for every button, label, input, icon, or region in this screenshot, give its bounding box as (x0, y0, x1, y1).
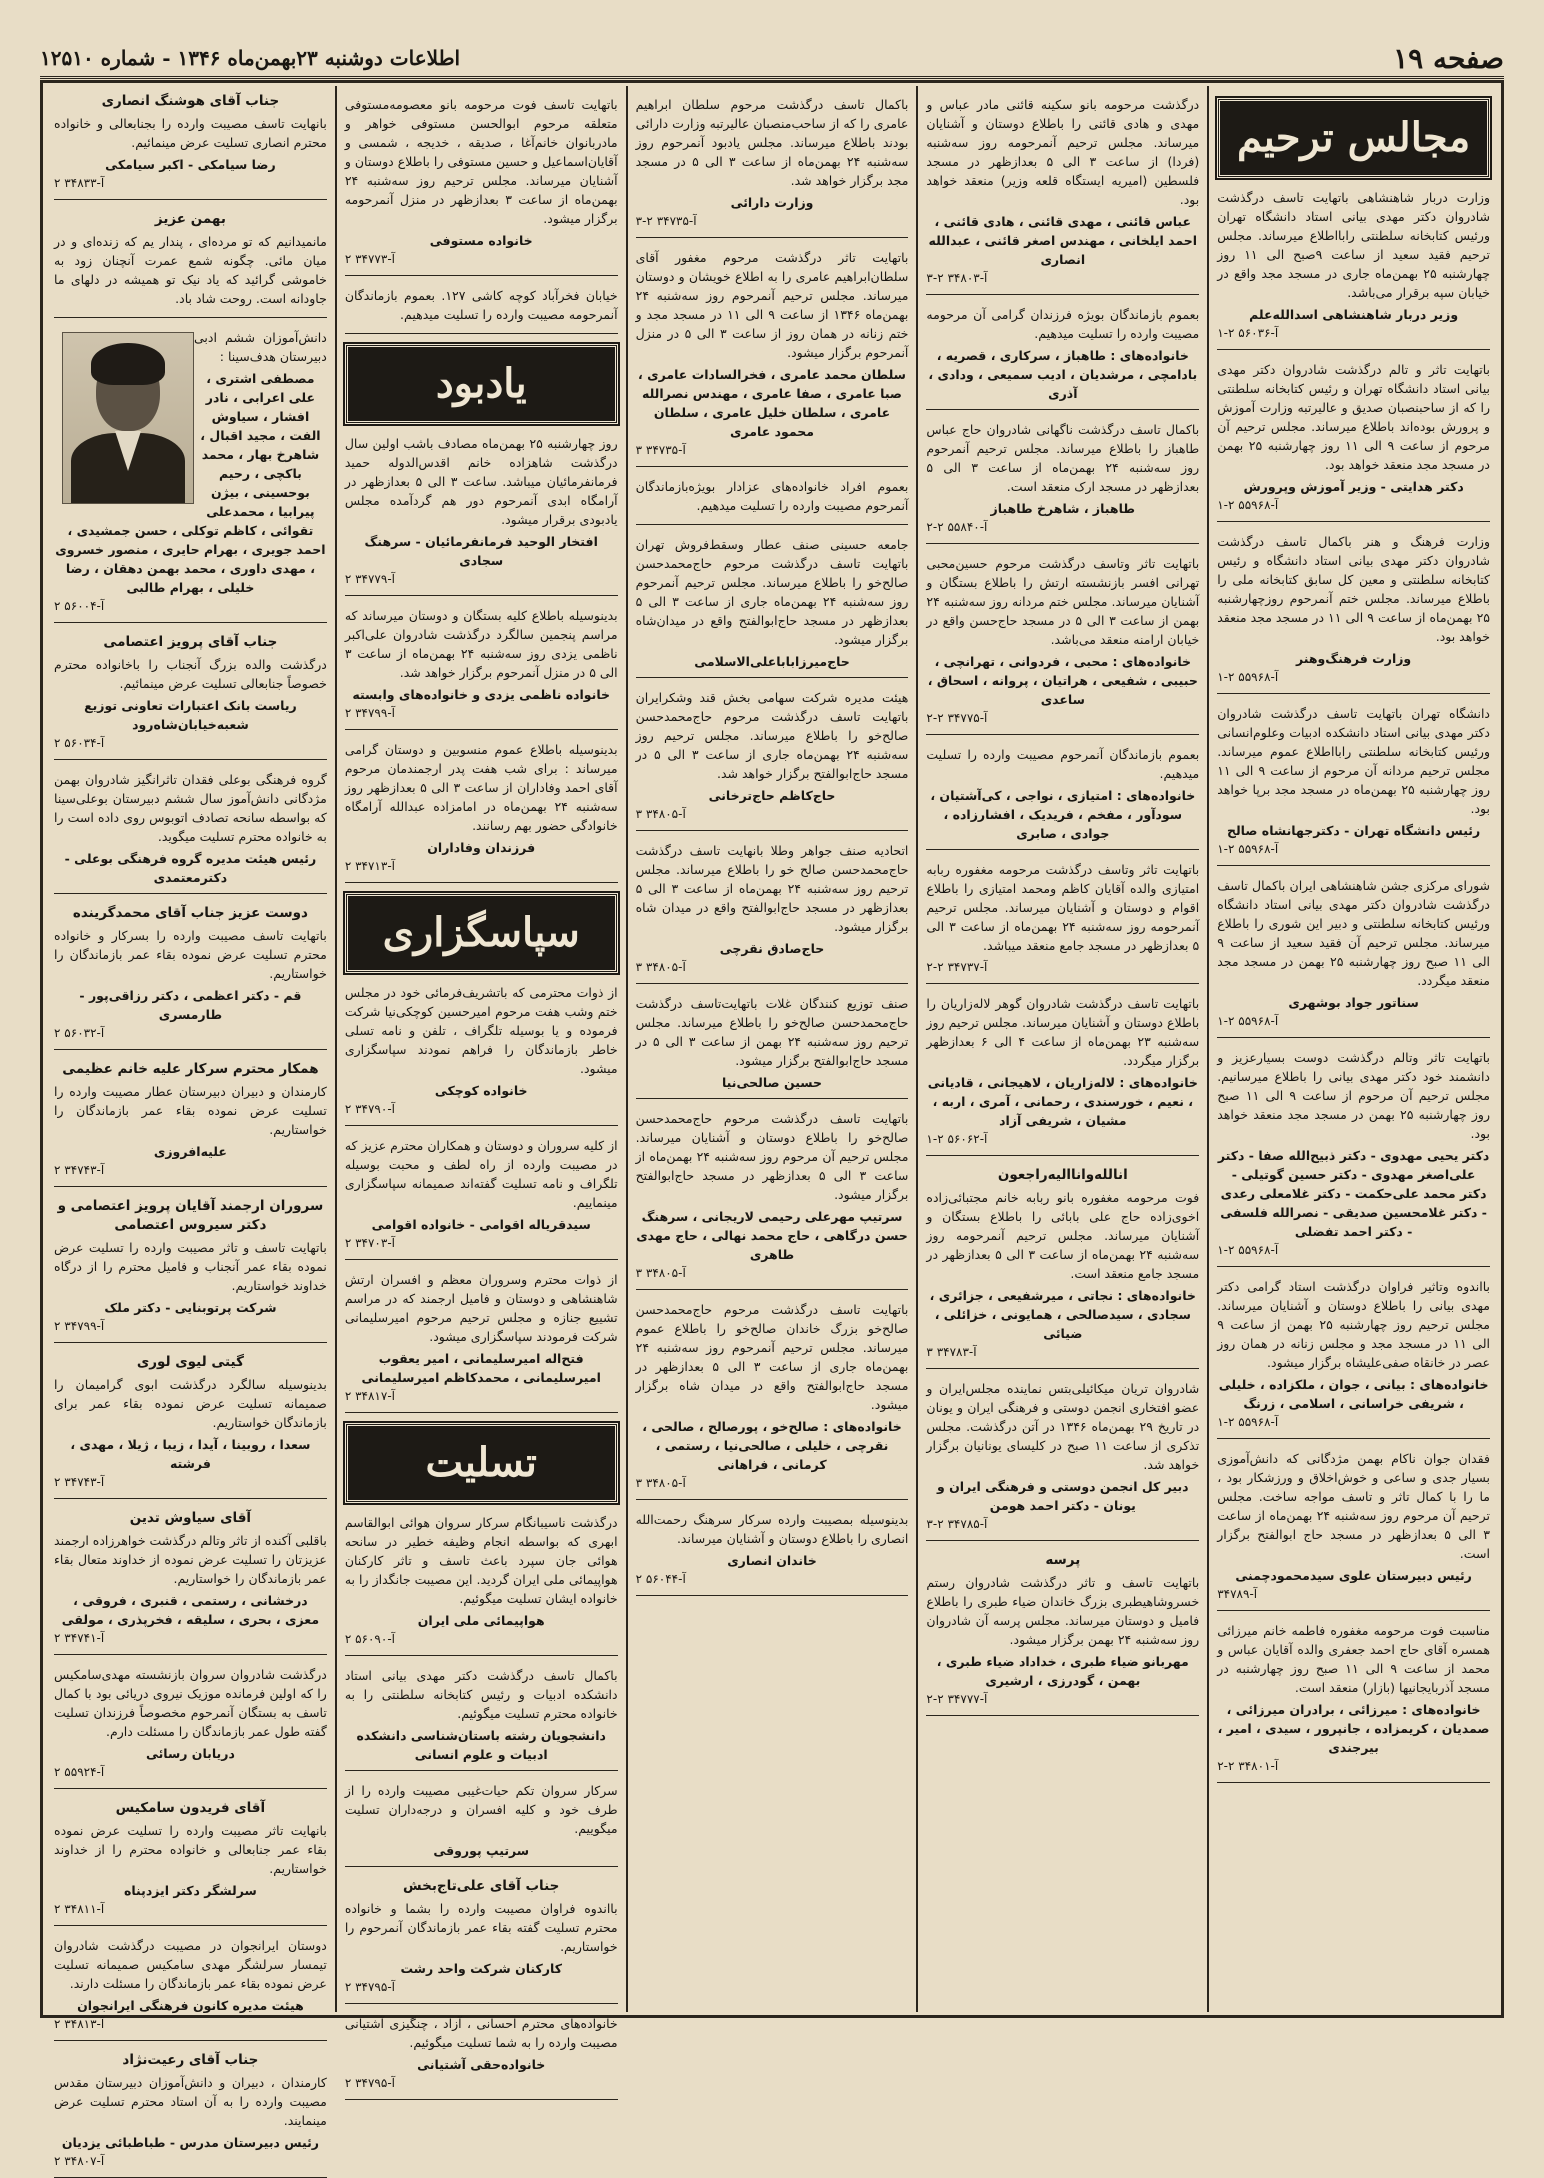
notice (926, 95, 1199, 295)
notice-code: آ-۳۴۸۱۷ ۲ (344, 1389, 395, 1403)
notice-body: روز چهارشنبه ۲۵ بهمن‌ماه مصادف باشب اولین سال درگذشت شاهزاده خانم اقدس‌الدوله حمید فرمانفرمائیان میباشد. ساعت ۳ الی ۵ بعدازظهر در آرامگاه ابدی آنمرحوم دور هم گردآمده مجلس یادبودی برقرار میشود. (344, 436, 618, 527)
notice (54, 92, 327, 200)
banner-yadbood: یادبود (345, 344, 618, 424)
notice-signature: قم - دکتر اعظمی ، دکتر رزاقی‌پور - طارمسری (79, 988, 302, 1022)
notice-signature: خانواده‌های : طاهباز ، سرکاری ، قصریه ، بادامچی ، مرشدیان ، ادیب سمیعی ، ودادی ، آذری (928, 348, 1198, 401)
notice-code: آ-۳۴۸۰۵ ۳ (635, 1266, 686, 1280)
notice (1217, 876, 1490, 1038)
notice-title: جناب آقای رعیت‌نژاد (122, 2052, 259, 2068)
notice-body: باتهایت تاسف و تاثر مصیبت وارده را تسلیت عرض نموده بقاء عمر آنجناب و فامیل محترم را از درگاه خداوند خواستاریم. (54, 1240, 327, 1293)
notice-code: آ-۳۴۷۹۹ ۲ (344, 706, 395, 720)
notice-title: جناب آقای هوشنگ انصاری (101, 93, 280, 109)
notice-code: آ-۳۴۷۸۵ ۲-۳ (926, 1517, 988, 1531)
notice-body: باتهایت تاثر درگذشت مرحوم مغفور آقای سلطان‌ابراهیم عامری را به اطلاع خویشان و دوستان میرساند. مجلس ترحیم آنمرحوم روز سه‌شنبه ۲۴ بهمن‌ماه ۱۳۴۶ از ساعت ۹ الی ۱۱ در مسجد مجد و ختم زنانه در همان روز از ساعت ۳ الی ۵ در منزل آنمرحوم برگزار میشود. (635, 250, 909, 360)
notice (636, 95, 909, 238)
notice (54, 1353, 327, 1499)
notice (1217, 704, 1490, 866)
notice-code: آ-۳۴۷۳۵ ۲-۳ (635, 214, 697, 228)
notice (636, 1300, 909, 1500)
column-4 (335, 86, 626, 2090)
notice-body: بانهایت تاثر مصیبت وارده را تسلیت عرض نموده بقاء عمر جنابعالی و خانواده محترم را از خداوند خواستاریم. (54, 1823, 327, 1876)
notice (926, 1166, 1199, 1369)
notice-signature: دکتر یحیی مهدوی - دکتر ذبیح‌الله صفا - دکتر علی‌اصغر مهدوی - دکتر حسین گوتیلی - دکتر محمد علی‌حکمت - دکتر غلامعلی رعدی - دکتر غلامحسین صدیقی - نصرالله فلسفی - دکتر احمد تفضلی (1217, 1148, 1490, 1239)
banner-tarhim: مجالس ترحیم (1217, 98, 1490, 178)
notice (54, 633, 327, 760)
notice-code: آ-۳۴۷۴۳ ۲ (54, 1163, 105, 1177)
notice (1217, 1277, 1490, 1439)
notice-code: آ-۳۴۷۸۳ ۳ (926, 1345, 977, 1359)
notice-code: آ-۵۵۹۲۴ ۲ (54, 1765, 105, 1779)
notice-signature: سناتور جواد بوشهری (1288, 995, 1419, 1010)
notice-body: بعموم بازماندگان بویژه فرزندان گرامی آن مرحومه مصیبت وارده را تسلیت میدهیم. (926, 307, 1200, 341)
notice-code: آ-۵۶۰۰۴ ۲ (54, 599, 105, 613)
notice-body: باتهایت تاسف و تاثر درگذشت شادروان رستم خسروشاهیطبری بزرگ خاندان ضیاء طبری را باطلاع فامیل و دوستان میرساند. مجلس پرسه آن شادروان روز سه‌شنبه ۲۴ بهمن برگزار میشود. (926, 1575, 1200, 1647)
notice-signature: سرلشگر دکتر ایزدپناه (123, 1883, 257, 1898)
notice (926, 860, 1199, 984)
notice (54, 770, 327, 894)
notice-body: باتهایت تاسف درگذشت شادروان گوهر لاله‌زاریان را باطلاع دوستان و آشنایان میرساند. مجلس ترحیم روز سه‌شنبه ۲۳ بهمن‌ماه از ساعت ۴ الی ۶ بعدازظهر برگزار میگردد. (926, 996, 1200, 1068)
notice (1217, 188, 1490, 350)
notice-signature: ریاست بانک اعتبارات تعاونی توزیع شعبه‌خیابان‌شاه‌رود (84, 698, 297, 732)
notice-body: درگذشت مرحومه بانو سکینه قائنی مادر عباس و مهدی و هادی قائنی را باطلاع دوستان و آشنایان میرساند. مجلس ترحیم آنمرحومه روز سه‌شنبه (فردا) از ساعت ۳ الی ۵ بعدازظهر در مسجد فلسطین (امیریه ایستگاه قلعه وزیر) منعقد خواهد بود. (926, 97, 1200, 207)
notice-code: آ-۳۴۸۰۵ ۳ (635, 807, 686, 821)
notice-body: شورای مرکزی جشن شاهنشاهی ایران باکمال تاسف درگذشت شادروان دکتر مهدی بیانی استاد دانشگاه ورئیس کتابخانه سلطنتی و دبیر این شوری را باطلاع میرساند. مجلس ترحیم آن فقید سعید از ساعت ۹ الی ۱۱ صبح روز چهارشنبه ۲۵ بهمن در مسجد مجد منعقد میگردد. (1217, 878, 1490, 988)
notice-code: آ-۳۴۷۳۷ ۲-۲ (926, 960, 988, 974)
notice-code: آ-۳۴۷۷۹ ۲ (344, 572, 395, 586)
notice (54, 1060, 327, 1187)
notice-title: آقای سیاوش تدین (129, 1510, 252, 1526)
column-3-notices (636, 95, 909, 1596)
notice-body: بدینوسیله بمصیبت وارده سرکار سرهنگ رحمت‌الله انصاری را باطلاع دوستان و آشنایان میرساند. (635, 1512, 909, 1546)
notice-body: کارمندان ، دبیران و دانش‌آموزان دبیرستان مقدس مصیبت وارده را به آن استاد محترم تسلیت عرض مینمایند. (54, 2075, 327, 2128)
notice (1217, 1621, 1490, 1783)
column-1 (1207, 86, 1498, 2012)
notice (1217, 1449, 1490, 1611)
notice-code: آ-۳۴۷۹۵ ۲ (344, 2076, 395, 2090)
notice-signature: خانواده‌های : امتیازی ، نواجی ، کی‌آشتیان ، سودآور ، مفخم ، فریدیک ، افشارزاده ، جوادی ، صابری (930, 788, 1196, 841)
notice-code: آ-۵۵۹۶۸ ۲-۱ (1217, 498, 1279, 512)
column-1-notices (1217, 188, 1490, 1783)
notice-signature: خانواده مستوفی (429, 233, 533, 248)
notice-code: آ-۳۴۸۳۳ ۲ (54, 176, 105, 190)
notice (636, 688, 909, 831)
notice (345, 2014, 618, 2100)
notice-signature: رئیس هیئت مدیره گروه فرهنگی بوعلی - دکترمعتمدی (64, 851, 317, 885)
notice-body: کارمندان و دبیران دبیرستان عطار مصیبت وارده را تسلیت عرض نموده بقاء عمر بازماندگان را خواستاریم. (54, 1084, 327, 1137)
notice-title: سروران ارجمند آقایان پرویز اعتصامی و دکتر سیروس اعتصامی (57, 1198, 324, 1233)
notice-signature: طاهباز ، شاهرخ طاهباز (990, 501, 1136, 516)
notice (345, 434, 618, 596)
notice-body: باتهایت تاسف مصیبت وارده را بسرکار و خانواده محترم تسلیت عرض نموده بقاء عمر بازماندگان را خواستاریم. (54, 928, 327, 981)
notice-code: آ-۵۶۰۳۶ ۲-۱ (1217, 326, 1279, 340)
notice-body: باکمال تاسف درگذشت دکتر مهدی بیانی استاد دانشکده ادبیات و رئیس کتابخانه سلطنتی را به خانواده محترم تسلیت میگوئیم. (344, 1668, 618, 1721)
notice-body: دانشگاه تهران باتهایت تاسف درگذشت شادروان دکتر مهدی بیانی استاد دانشکده ادبیات وعلوم‌انسانی ورئیس کتابخانه سلطنتی رابااطلاع عموم میرساند. مجلس ترحیم مردانه آن مرحوم از ساعت ۹ الی ۱۱ روز چهارشنبه ۲۵ بهمن‌ماه در مسجد مجد برپا خواهد بود. (1217, 706, 1490, 816)
notice (1217, 1048, 1490, 1267)
notice-code: آ-۳۴۸۰۱ ۲-۲ (1217, 1759, 1279, 1773)
notice (54, 1197, 327, 1343)
notice-title: همکار محترم سرکار علیه خانم عظیمی (62, 1061, 319, 1077)
notice-signature: خانواده‌های : میرزائی ، برادران میرزائی ، صمدیان ، کریمزاده ، جانپرور ، سیدی ، امیر ، بیرجندی (1217, 1702, 1490, 1755)
notice-body: مانمیدانیم که تو مرده‌ای ، پندار یم که زنده‌ای و در میان مائی. چگونه شمع عمرت آنچنان زود به خاموشی گرائید که یاد نیک تو همیشه در دلهای ما جاودانه است. روحت شاد باد. (54, 234, 327, 306)
notice-body: درگذشت ناسیبانگام سرکار سروان هوائی ابوالقاسم ابهری که بواسطه انجام وظیفه خطیر در سانحه هوائی جان سپرد باعث تاسف و تاثر کارکنان هواپیمائی ملی ایران گردید. این مصیبت جانگداز را به خانواده ایشان تسلیت میگوئیم. (344, 1515, 618, 1606)
notice-code: آ-۵۵۹۶۸ ۲-۱ (1217, 1243, 1279, 1257)
notice-signature: خانواده‌های : صالح‌خو ، پورصالح ، صالحی ، نقرچی ، خلیلی ، صالحی‌نیا ، رستمی ، کرمانی ، فراهانی (642, 1419, 902, 1472)
notice-signature: فرزندان وفاداران (427, 840, 536, 855)
column-5-notices-rest (54, 328, 327, 2178)
notice-code: آ-۵۵۸۴۰ ۲-۲ (926, 520, 988, 534)
notice (636, 994, 909, 1099)
notice-signature: سلطان محمد عامری ، فخرالسادات عامری ، صبا عامری ، صفا عامری ، مهندس نصرالله عامری ، سلطان خلیل عامری ، سلطان محمود عامری (638, 367, 906, 439)
notice-signature: خانواده‌حقی آشتیانی (417, 2057, 546, 2072)
notice-code: آ-۵۶۰۹۰ ۲ (344, 1632, 395, 1646)
column-4-notices-tasliyat (345, 1513, 618, 2100)
notice-signature: دریابان رسائی (145, 1746, 235, 1761)
notice (926, 554, 1199, 735)
notice-body: فقدان جوان ناکام بهمن مژدگانی که دانش‌آموزی بسیار جدی و ساعی و خوش‌اخلاق و ورزشکار بود ، ما را با کمال تاثر و تاسف مواجه ساخت. مجلس ترحیم آن مرحوم روز سه‌شنبه ۲۴ بهمن‌ماه از ساعت ۳ الی ۵ بعدازظهر در مسجد حاج ابوالفتح برگزار است. (1217, 1451, 1491, 1561)
notice-signature: مهربانو ضیاء طبری ، خداداد ضیاء طبری ، بهمن ، گودرزی ، ارشیری (936, 1654, 1189, 1688)
notice-body: بانهایت تاسف مصیبت وارده را بجنابعالی و خانواده محترم انصاری تسلیت عرض مینمائیم. (54, 116, 327, 150)
notice (54, 904, 327, 1050)
notice-code: آ-۳۴۷۹۵ ۲ (344, 1980, 395, 1994)
notice-code: آ-۳۴۸۰۵ ۳ (635, 1476, 686, 1490)
notice (1217, 532, 1490, 694)
columns (46, 86, 1498, 2168)
notice-signature: کارکنان شرکت واحد رشت (400, 1961, 562, 1976)
notice (345, 286, 618, 334)
banner-sepasgozari: سپاسگزاری (345, 893, 618, 973)
notice-body: سرکار سروان تکم حیات‌غیبی مصیبت وارده را از طرف خود و کلیه افسران و درجه‌داران تسلیت میگوییم. (344, 1783, 618, 1836)
notice-body: درگذشت شادروان سروان بازنشسته مهدی‌سامکیس را که اولین فرمانده موزیک نیروی دریائی بود با کمال تاسف به بستگان آنمرحوم مخصوصاً فرزندان تسلیت گفته طول عمر بازماندگان را مسئلت دارم. (54, 1667, 327, 1739)
notice-title: انالله‌وانا‌الیه‌راجعون (997, 1167, 1128, 1183)
column-2 (916, 86, 1207, 2012)
notice-title: جناب آقای پرویز اعتصامی (103, 634, 278, 650)
notice-signature: سعدا ، روبینا ، آیدا ، زیبا ، ژیلا ، مهدی ، فرشته (70, 1437, 311, 1471)
notice (345, 1781, 618, 1867)
notice-signature: رئیس دبیرستان مدرس - طباطبائی یزدیان (61, 2135, 319, 2150)
notice (54, 2051, 327, 2178)
notice-body: باکمال تاسف درگذشت مرحوم سلطان ابراهیم عامری را که از ساحب‌منصبان عالیرتبه وزارت دارائی بودند باطلاع میرساند. مجلس یادبود آنمرحوم روز سه‌شنبه ۲۴ بهمن‌ماه از ساعت ۳ الی ۵ در مسجد مجد برگزار خواهد شد. (635, 97, 909, 188)
notice (54, 210, 327, 318)
notice (345, 983, 618, 1126)
notice-signature: دبیر کل انجمن دوستی و فرهنگی ایران و یونان - دکتر احمد هومن (936, 1479, 1189, 1513)
notice-body: فوت مرحومه مغفوره بانو ربابه خانم مجتبائی‌زاده اخوی‌زاده حاج علی بابائی را باطلاع بستگان و آشنایان میرساند. مجلس ترحیم آنمرحومه روز سه‌شنبه ۲۴ بهمن‌ماه از ساعت ۳ الی ۵ بعدازظهر در مسجد جامع منعقد است. (926, 1190, 1200, 1281)
notice-signature: شرکت پرتوبنایی - دکتر ملک (104, 1300, 277, 1315)
notice (345, 606, 618, 730)
column-4-notices-sepas (345, 983, 618, 1413)
notice-body: باتهایت تاثر وتاسف درگذشت مرحوم حسین‌محبی تهرانی افسر بازنشسته ارتش را باطلاع بستگان و آشنایان میرساند. مجلس ختم مردانه روز سه‌شنبه ۲۴ بهمن از ساعت ۳ الی ۵ در مسجد حاج‌حسن واقع در خیابان ارامنه منعقد می‌باشد. (926, 556, 1200, 647)
notice-body: بااندوه فراوان مصیبت وارده را بشما و خانواده محترم تسلیت گفته بقاء عمر بازماندگان آنمرحوم را خواستاریم. (344, 1901, 618, 1954)
notice (345, 95, 618, 276)
notice-title: آقای فریدون سامکیس (115, 1800, 266, 1816)
notice-signature: وزارت فرهنگ‌وهنر (1295, 651, 1412, 666)
notice-body: جامعه حسینی صنف عطار وسقط‌فروش تهران باتهایت تاسف درگذشت مرحوم حاج‌محمدحسن صالح‌خو را باطلاع میرساند. مجلس ترحیم آنمرحوم روز سه‌شنبه ۲۴ بهمن‌ماه جاری از ساعت ۳ الی ۵ بعدازظهر در مسجد حاج‌ابوالفتح واقع در میدان‌شاه برگزار میشود. (635, 537, 909, 647)
notice-code: آ-۵۶۰۳۴ ۲ (54, 736, 105, 750)
notice-body: باتهایت تاثر وتاسف درگذشت مرحومه مغفوره ربابه امتیازی والده آقایان کاظم ومحمد امتیازی را باطلاع اقوام و دوستان و آشنایان میرساند. مجلس ترحیم آنمرحومه روز سه‌شنبه ۲۴ بهمن‌ماه از ساعت ۳ الی ۵ بعدازظهر در مسجد جامع منعقد میباشد. (926, 862, 1200, 953)
notice-body: باکمال تاسف درگذشت ناگهانی شادروان حاج عباس طاهباز را باطلاع میرساند. مجلس ترحیم آنمرحوم روز سه‌شنبه ۲۴ بهمن‌ماه از ساعت ۳ الی ۵ بعدازظهر در مسجد ارک منعقد است. (926, 422, 1200, 494)
portrait-photo (62, 332, 194, 504)
notice (926, 1379, 1199, 1541)
notice (636, 477, 909, 525)
notice-body: دانش‌آموزان ششم ادبی دبیرستان هدف‌سینا : (194, 330, 327, 364)
notice-title: بهمن عزیز (154, 211, 226, 227)
notice-body: از ذوات محترم وسروران معظم و افسران ارتش شاهنشاهی و دوستان و فامیل ارجمند که در مراسم تشییع جنازه و مجلس ترحیم مرحوم امیرسلیمانی شرکت فرمودند سپاسگزاری میشود. (344, 1272, 618, 1344)
notice-code: آ-۳۴۷۰۳ ۲ (344, 1236, 395, 1250)
notice-code: آ-۳۴۸۱۱ ۲ (54, 1902, 105, 1916)
notice-body: گروه فرهنگی بوعلی فقدان تاثرانگیز شادروان بهمن مژدگانی دانش‌آموز سال ششم دبیرستان بوعلی‌سینا که بواسطه سانحه تصادف اتوبوس روی داده است را به خانواده محترم تسلیت میگوید. (54, 772, 327, 844)
notice-code: آ-۳۴۷۷۳ ۲ (344, 252, 395, 266)
column-4-notices-top (345, 95, 618, 334)
notice-signature: رئیس دبیرستان علوی سیدمحمودچمنی (1235, 1568, 1472, 1583)
notice (345, 1270, 618, 1413)
notice-signature: خانواده ناظمی یزدی و خانواده‌های وابسته (352, 687, 611, 702)
notice-body: هیئت مدیره شرکت سهامی بخش قند وشکرایران باتهایت تاسف درگذشت مرحوم حاج‌محمدحسن صالح‌خو را باطلاع میرساند. مجلس ترحیم روز سه‌شنبه ۲۴ بهمن‌ماه جاری از ساعت ۳ الی ۵ در مسجد حاج‌ابوالفتح برگزار خواهد شد. (635, 690, 909, 781)
notice-title: جناب آقای علی‌تاج‌بخش (403, 1878, 560, 1894)
notice-body: درگذشت والده بزرگ آنجناب را باخانواده محترم خصوصاً جنابعالی تسلیت عرض مینمائیم. (54, 657, 327, 691)
notice-signature: خانواده‌های : لاله‌زاریان ، لاهیجانی ، قادیانی ، نعیم ، خورسندی ، رحمانی ، آمری ، اربه ، مشیان ، شریفی آزاد (927, 1075, 1198, 1128)
notice-body: مناسبت فوت مرحومه مغفوره فاطمه خانم میرزائی همسره آقای حاج احمد جعفری والده آقایان عباس و محمد از ساعت ۹ الی ۱۱ صبح روز چهارشنبه در مسجد آذربایجانیها (بازار) منعقد است. (1217, 1623, 1490, 1695)
notice-signature: افتخار الوحید فرمانفرمائیان - سرهنگ سجادی (364, 534, 598, 568)
notice-body: باتهایت تاسف درگذشت مرحوم حاج‌محمدحسن صالح‌خو را باطلاع دوستان و آشنایان میرساند. مجلس ترحیم آن مرحوم روز سه‌شنبه ۲۴ بهمن‌ماه از ساعت ۳ الی ۵ بعدازظهر در مسجد حاج‌ابوالفتح برگزار میشود. (635, 1111, 909, 1202)
banner-tasliyat: تسلیت (345, 1423, 618, 1503)
notice-body: خیابان فخرآباد کوچه کاشی ۱۲۷. بعموم بازماندگان آنمرحومه مصیبت وارده را تسلیت میدهیم. (344, 288, 618, 322)
notice-code: آ-۳۴۷۴۱ ۲ (54, 1631, 105, 1645)
notice-code: آ-۳۴۸۰۵ ۳ (635, 960, 686, 974)
notice-signature: علیه‌افروزی (153, 1144, 227, 1159)
notice-signature: رئیس دانشگاه تهران - دکترجهانشاه صالح (1226, 823, 1481, 838)
notice-code: آ-۳۴۸۰۳ ۲-۳ (926, 271, 988, 285)
column-5 (46, 86, 335, 2168)
notice-code: آ-۳۴۷۹۰ ۲ (344, 1102, 395, 1116)
notice-signature: وزیر دربار شاهنشاهی اسدالله‌علم (1249, 307, 1459, 322)
notice-title: پرسه (1045, 1552, 1081, 1568)
notice-signature: رضا سیامکی - اکبر سیامکی (105, 157, 276, 172)
notice-signature: خانواده‌های : محبی ، فردوانی ، تهرانچی ، حبیبی ، شفیعی ، هراتیان ، پروانه ، اسحاق ، ساعدی (927, 654, 1198, 707)
notice-code: آ-۳۴۷۱۳ ۲ (344, 859, 395, 873)
notice-code: آ-۳۴۸۱۳ ۲ (54, 2017, 105, 2031)
column-3 (626, 86, 917, 2012)
page-number: صفحه ۱۹ (1393, 41, 1504, 75)
notice-signature: حاج‌صادق نقرچی (719, 941, 825, 956)
column-5-notices-top (54, 92, 327, 318)
notice-body: وزارت فرهنگ و هنر باکمال تاسف درگذشت شادروان دکتر مهدی بیانی استاد دانشگاه و رئیس کتابخانه سلطنتی و معین کل سابق کتابخانه ملی را باطلاع میرساند. مجلس ختم آنمرحوم روزچهارشنبه ۲۵ بهمن‌ماه از ساعت ۹ الی ۱۱ در مسجد مجد منعقد خواهد بود. (1217, 534, 1490, 644)
notice-body: بدینوسیله باطلاع عموم منسوبین و دوستان گرامی میرساند : برای شب هفت پدر ارجمندمان مرحوم آقای احمد وفاداران از ساعت ۳ الی ۵ بعدازظهر روز سه‌شنبه ۲۴ بهمن‌ماه در امامزاده عبدالله آرامگاه خانوادگی حضور بهم رسانند. (344, 742, 618, 833)
notice (54, 1799, 327, 1926)
notice-code: آ-۵۵۹۶۸ ۲-۱ (1217, 1014, 1279, 1028)
notice-signature: عباس قائنی ، مهدی قائنی ، هادی قائنی ، احمد ایلخانی ، مهندس اصغر قائنی ، عبدالله انصاری (928, 214, 1198, 267)
notice-code: آ-۵۶۰۳۲ ۲ (54, 1026, 105, 1040)
notice (636, 841, 909, 984)
page-header (40, 40, 1504, 79)
notice (636, 535, 909, 678)
notice (345, 1666, 618, 1771)
notice-signature: سیدقریاله اقوامی - خانواده اقوامی (371, 1217, 591, 1232)
notice (54, 1936, 327, 2041)
notice-code: آ-۳۴۷۳۵ ۳ (635, 443, 686, 457)
notice-body: باتهایت تاسف درگذشت مرحوم حاج‌محمدحسن صالح‌خو بزرگ خاندان صالح‌خو را باطلاع عموم میرساند. مجلس ترحیم آنمرحوم روز سه‌شنبه ۲۴ بهمن‌ماه جاری از ساعت ۳ الی ۵ بعدازظهر در مسجد حاج‌ابوالفتح واقع در میدان شاه برگزار میشود. (635, 1302, 909, 1412)
notice (54, 1509, 327, 1655)
notice-signature: هیئت مدیره کانون فرهنگی ایرانجوان (77, 1998, 304, 2013)
notice-body: صنف توزیع کنندگان غلات باتهایت‌تاسف درگذشت حاج‌محمدحسن صالح‌خو را باطلاع میرساند. مجلس ترحیم روز سه‌شنبه ۲۴ بهمن از ساعت ۳ الی ۵ در مسجد حاج‌ابوالفتح برگزار میشود. (635, 996, 909, 1068)
notice-body: بعموم افراد خانواده‌های عزادار بویژه‌بازماندگان آنمرحوم مصیبت وارده را تسلیت میدهیم. (635, 479, 909, 513)
notice-code: آ-۵۵۹۶۸ ۲-۱ (1217, 1415, 1279, 1429)
notice (54, 1665, 327, 1789)
notice-signature: خانواده کوچکی (434, 1083, 528, 1098)
issue-line: اطلاعات دوشنبه ۲۳بهمن‌ماه ۱۳۴۶ - شماره ۱۲۵۱۰ (40, 46, 461, 70)
notice (926, 994, 1199, 1156)
notice-signature: درخشانی ، رستمی ، قنبری ، فروقی ، معزی ، بحری ، سلیقه ، فخرپذری ، مولقی (61, 1593, 320, 1627)
notice-body: باتهایت تاثر وتالم درگذشت دوست بسیارعزیز و دانشمند خود دکتر مهدی بیانی را باطلاع میرسانیم. مجلس ترحیم آن مرحوم از ساعت ۹ الی ۱۱ صبح روز چهارشنبه ۲۵ بهمن در مسجد مجد منعقد خواهد بود. (1217, 1050, 1491, 1141)
notice-signature: خانواده‌های : بیانی ، جوان ، ملکزاده ، خلیلی ، شریفی خراسانی ، اسلامی ، زرنگ (1218, 1377, 1489, 1411)
notice-body: وزارت دربار شاهنشاهی باتهایت تاسف درگذشت شادروان دکتر مهدی بیانی استاد دانشگاه تهران ورئیس کتابخانه سلطنتی رابااطلاع میرساند. مجلس ترحیم فقید سعید از ساعت ۹صبح الی ۱۱ روز چهارشنبه ۲۵ بهمن‌ماه جاری در مسجد مجد واقع در خیابان سپه برقرار می‌باشد. (1217, 190, 1490, 300)
notice-signature: هواپیمائی ملی ایران (417, 1613, 545, 1628)
notice-code: آ-۵۵۹۶۸ ۲-۱ (1217, 670, 1279, 684)
notice-body: از کلیه سروران و دوستان و همکاران محترم عزیز که در مصیبت وارده از راه لطف و محبت بوسیله تلگراف و نامه تسلیت گفته‌اند صمیمانه سپاسگزاری مینماییم. (344, 1138, 618, 1210)
notice-code: آ-۳۴۷۸۹ (1217, 1587, 1258, 1601)
notice-title: دوست عزیز جناب آقای محمدگرینده (72, 905, 308, 921)
notice (926, 305, 1199, 410)
notice-code: آ-۳۴۷۷۵ ۲-۲ (926, 711, 988, 725)
notice (345, 1136, 618, 1260)
notice-body: بدینوسیله باطلاع کلیه بستگان و دوستان میرساند که مراسم پنجمین سالگرد درگذشت شادروان علی‌اکبر ناظمی یزدی روز سه‌شنبه ۲۴ بهمن‌ماه از ساعت ۳ الی ۵ در منزل آنمرحوم برگزار خواهد شد. (344, 608, 618, 680)
notice-body: بدینوسیله سالگرد درگذشت ابوی گرامیمان را صمیمانه تسلیت عرض نموده بقاء عمر برای بازماندگان خواستاریم. (54, 1377, 327, 1430)
notice-body: باتهایت تاثر و تالم درگذشت شادروان دکتر مهدی بیانی استاد دانشگاه تهران و رئیس کتابخانه سلطنتی را که از ساحبنصبان صدیق و عالیرتبه وزارت آموزش و پرورش بوده‌اند باطلاع میرساند. مجلس ترحیم آن مرحوم از ساعت ۹ الی ۱۱ روز چهارشنبه ۲۵ بهمن در مسجد مجد منعقد خواهد بود. (1217, 362, 1490, 472)
notice-code: آ-۵۶۰۶۲ ۲-۱ (926, 1132, 988, 1146)
column-4-notices-yadbood (345, 434, 618, 883)
notice-signature: حاج‌میرزاباباعلی‌الاسلامی (694, 654, 850, 669)
notice-signature: سرتیپ پوروقی (433, 1843, 530, 1858)
notice-body: باتهایت تاسف فوت مرحومه بانو معصومه‌مستوفی متعلقه مرحوم ابوالحسن مستوفی خواهر و مادربانوان خانم‌آغا ، صدیقه ، خدیجه ، شمسی و آقایان‌اسماعیل و حسین مستوفی را باطلاع دوستان و آشنایان میرساند. مجلس ترحیم روز سه‌شنبه ۲۴ بهمن‌ماه از ساعت ۳ بعدازظهر در منزل آنمرحومه برگزار میشود. (344, 97, 618, 226)
notice (926, 745, 1199, 850)
notice-signature: سرتیپ مهرعلی رحیمی لاریجانی ، سرهنگ حسن درگاهی ، حاج محمد نهالی ، حاج مهدی طاهری (636, 1209, 908, 1262)
notice-body: باقلبی آکنده از تاثر وتالم درگذشت خواهرزاده ارجمند عزیزتان را تسلیت عرض نموده از خداوند متعال بقاء عمر بازماندگان را خواستاریم. (54, 1533, 327, 1586)
notice (345, 1877, 618, 2004)
notice-code: آ-۳۴۸۰۷ ۲ (54, 2154, 105, 2168)
notice-body: بعموم بازماندگان آنمرحوم مصیبت وارده را تسلیت میدهیم. (926, 747, 1200, 781)
notice-code: آ-۳۴۷۴۳ ۲ (54, 1475, 105, 1489)
notice (636, 248, 909, 467)
notice-body: شادروان تریان میکائیلی‌بتس نماینده مجلس‌ایران و عضو افتخاری انجمن دوستی و فرهنگی ایران و یونان در تاریخ ۲۹ بهمن‌ماه ۱۳۴۶ در آتن درگذشت. مجلس تذکری از ساعت ۱۱ صبح در کلیسای یونانیان برگزار خواهد شد. (926, 1381, 1200, 1472)
notice-signature: خانواده‌های : نجاتی ، میرشفیعی ، جزائری ، سجادی ، سیدصالحی ، همایونی ، خزائلی ، ضیائی (929, 1288, 1196, 1341)
notice-signature: خاندان انصاری (727, 1553, 817, 1568)
notice-title: گیتی لیوی لوری (136, 1354, 244, 1370)
notice-signature: حسین صالحی‌نیا (721, 1075, 823, 1090)
notice-body: دوستان ایرانجوان در مصیبت درگذشت شادروان تیمسار سرلشگر مهدی سامکیس صمیمانه تسلیت عرض نموده بقاء عمر بازماندگان را مسئلت دارند. (54, 1938, 327, 1991)
notice-code: آ-۵۵۹۶۸ ۲-۱ (1217, 842, 1279, 856)
notice-code: آ-۳۴۷۷۷ ۲-۲ (926, 1692, 988, 1706)
notice-body: بااندوه وتاثیر فراوان درگذشت استاد گرامی دکتر مهدی بیانی را باطلاع دوستان و آشنایان میرساند. مجلس ترحیم روز چهارشنبه ۲۵ بهمن از ساعت ۹ الی ۱۱ در مسجد مجد و مجلس زنانه در همان روز عصر در خانقاه صفی‌علیشاه برگزار میشود. (1217, 1279, 1491, 1370)
notice-code: آ-۳۴۷۹۹ ۲ (54, 1319, 105, 1333)
notice (345, 740, 618, 883)
notice-body: خانواده‌های محترم احسانی ، آزاد ، چنگیزی آشتیانی مصیبت وارده را به شما تسلیت میگوئیم. (344, 2016, 618, 2050)
column-2-notices (926, 95, 1199, 1716)
notice-signature: دکتر هدایتی - وزیر آموزش وپرورش (1243, 479, 1464, 494)
notice-signature: مصطفی اشتری ، علی اعرابی ، نادر افشار ، سیاوش الفت ، مجید اقبال ، شاهرخ بهار ، محمد باکچی ، رحیم بوحسینی ، بیژن پیرابیا ، محمدعلی تقوائی ، کاظم توکلی ، حسن جمشیدی ، احمد جویری ، بهرام حایری ، منصور خسروی ، مهدی داوری ، محمد بهمن دهقان ، رضا خلیلی ، بهرام طالبی (55, 371, 326, 595)
notice-signature: حاج‌کاظم حاج‌ترخانی (708, 788, 836, 803)
notice (345, 1513, 618, 1656)
notice (926, 1551, 1199, 1716)
notice-signature: وزارت دارائی (730, 195, 814, 210)
notice (636, 1109, 909, 1290)
notice-signature: دانشجویان رشته باستان‌شناسی دانشکده ادبیات و علوم انسانی (356, 1728, 606, 1762)
notice-code: آ-۵۶۰۴۴ ۲ (635, 1572, 686, 1586)
notice-signature: فتح‌اله امیرسلیمانی ، امیر یعقوب امیرسلیمانی ، محمدکاظم امیرسلیمانی (361, 1351, 601, 1385)
notice (926, 420, 1199, 544)
notice-body: اتحادیه صنف جواهر وطلا بانهایت تاسف درگذشت حاج‌محمدحسن صالح خو را باطلاع میرساند. مجلس ترحیم روز سه‌شنبه ۲۴ بهمن‌ماه از ساعت ۳ الی ۵ بعدازظهر در مسجد حاج‌ابوالفتح واقع در میدان شاه برگزار میشود. (635, 843, 909, 934)
notice (1217, 360, 1490, 522)
notice-body: از ذوات محترمی که باتشریف‌فرمائی خود در مجلس ختم وشب هفت مرحوم امیرحسین کوچکی‌نیا شرکت فرموده و یا بوسیله تلگراف ، تلفن و نامه تسلی خاطر بازماندگان را فراهم نمودند سپاسگزاری میشود. (344, 985, 618, 1076)
notice (636, 1510, 909, 1596)
